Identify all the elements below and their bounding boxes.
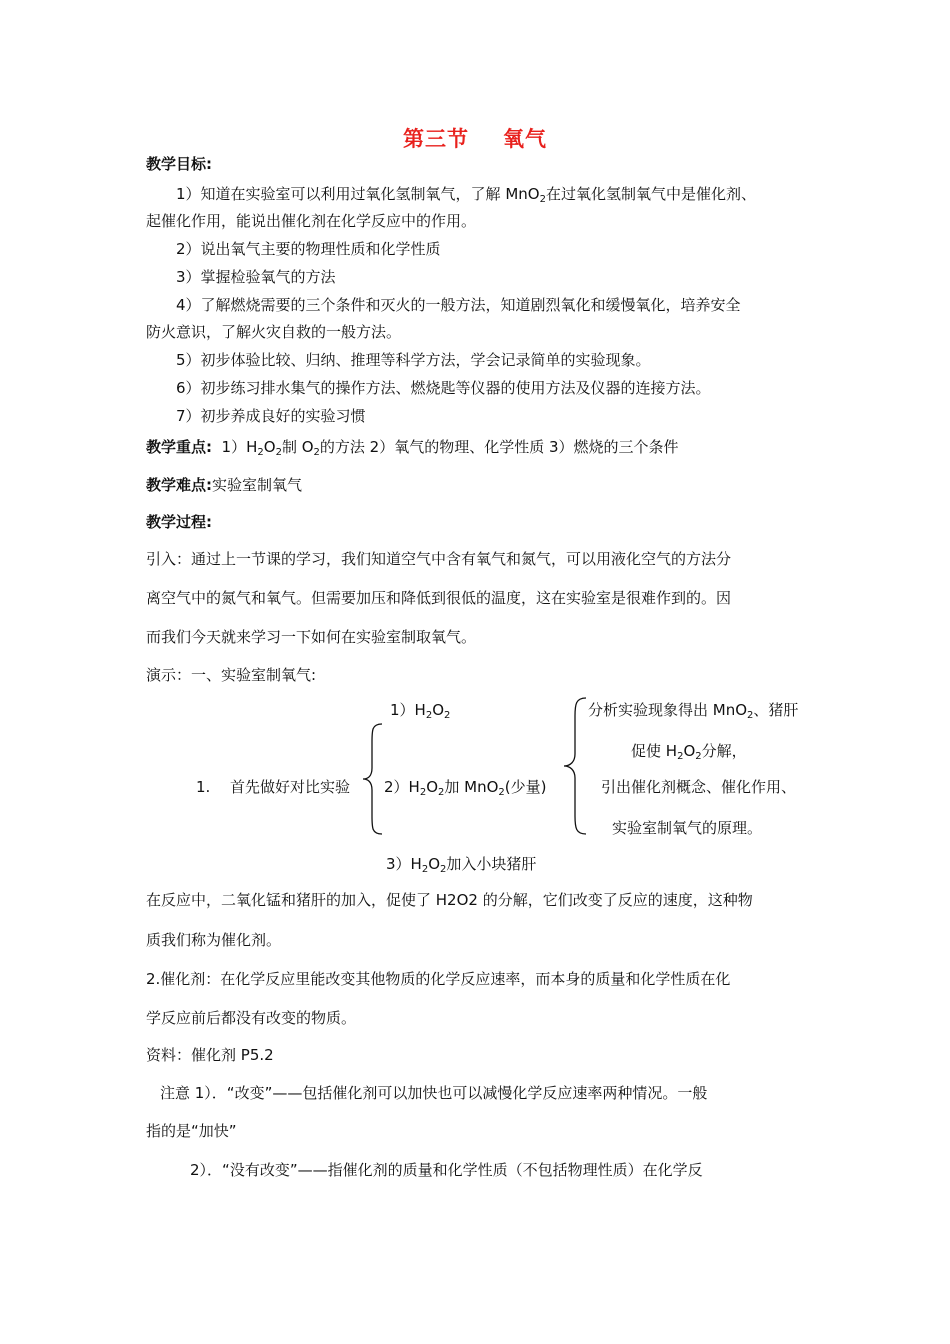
right-brace bbox=[562, 696, 588, 836]
objective-item-4-line2: 防火意识，了解火灾自救的一般方法。 bbox=[146, 323, 402, 341]
result-line-3: 引出催化剂概念、催化作用、 bbox=[601, 778, 797, 796]
objective-item-4-line1: 4）了解燃烧需要的三个条件和灭火的一般方法，知道剧烈氧化和缓慢氧化，培养安全 bbox=[176, 296, 741, 314]
reaction-line-1: 在反应中，二氧化锰和猪肝的加入，促使了 H2O2 的分解，它们改变了反应的速度，这种物 bbox=[146, 891, 753, 909]
catalyst-def-line-2: 学反应前后都没有改变的物质。 bbox=[146, 1009, 357, 1027]
title-topic: 氧气 bbox=[503, 127, 547, 151]
objective-item-7: 7）初步养成良好的实验习惯 bbox=[176, 407, 366, 425]
reference: 资料：催化剂 P5.2 bbox=[146, 1046, 274, 1064]
left-brace bbox=[362, 722, 384, 836]
key-points: 教学重点: $1)H_2O_2$制 $O_2$的方法 2）氧气的物理、化学性质 3）燃烧的三个条件 bbox=[146, 438, 679, 458]
result-line-2: 促使 $H_2O_2$分解， bbox=[631, 742, 747, 762]
intro-line-2: 离空气中的氮气和氧气。但需要加压和降低到很低的温度，这在实验室是很难作到的。因 bbox=[146, 589, 732, 607]
objective-item-1-line1: 1）知道在实验室可以利用过氧化氢制氧气，了解 MnO$_2$在过氧化氢制氧气中是催化剂、 bbox=[176, 185, 756, 205]
diagram-number: 1. bbox=[196, 778, 211, 796]
objective-item-3: 3）掌握检验氧气的方法 bbox=[176, 268, 336, 286]
title-section: 第三节 bbox=[403, 127, 469, 151]
result-line-4: 实验室制氧气的原理。 bbox=[612, 819, 763, 837]
difficulty: 教学难点:实验室制氧气 bbox=[146, 476, 303, 494]
experiment-option-1: $1)H_2O_2$ bbox=[390, 701, 451, 721]
reaction-line-2: 质我们称为催化剂。 bbox=[146, 931, 282, 949]
objective-item-5: 5）初步体验比较、归纳、推理等科学方法，学会记录简单的实验现象。 bbox=[176, 351, 651, 369]
note-2-line-1: 2）．“没有改变”——指催化剂的质量和化学性质（不包括物理性质）在化学反 bbox=[190, 1161, 703, 1179]
experiment-option-3: $3)H_2O_2$加入小块猪肝 bbox=[386, 855, 537, 875]
result-line-1: 分析实验现象得出 MnO$_2$、猪肝 bbox=[588, 701, 799, 721]
objectives-heading: 教学目标: bbox=[146, 155, 212, 173]
note-1-line-1: 注意 1）．“改变”——包括催化剂可以加快也可以减慢化学反应速率两种情况。一般 bbox=[160, 1084, 708, 1102]
objective-item-1-line2: 起催化作用，能说出催化剂在化学反应中的作用。 bbox=[146, 212, 477, 230]
intro-line-3: 而我们今天就来学习一下如何在实验室制取氧气。 bbox=[146, 628, 477, 646]
process-heading: 教学过程: bbox=[146, 513, 212, 531]
note-1-line-2: 指的是“加快” bbox=[146, 1122, 237, 1140]
intro-line-1: 引入：通过上一节课的学习，我们知道空气中含有氧气和氮气，可以用液化空气的方法分 bbox=[146, 550, 732, 568]
catalyst-def-line-1: 2.催化剂：在化学反应里能改变其他物质的化学反应速率，而本身的质量和化学性质在化 bbox=[146, 970, 731, 988]
diagram-left-label: 首先做好对比实验 bbox=[230, 778, 351, 796]
objective-item-6: 6）初步练习排水集气的操作方法、燃烧匙等仪器的使用方法及仪器的连接方法。 bbox=[176, 379, 711, 397]
demo-line: 演示：一、实验室制氧气: bbox=[146, 666, 317, 684]
page-title bbox=[0, 126, 950, 152]
objective-item-2: 2）说出氧气主要的物理性质和化学性质 bbox=[176, 240, 441, 258]
experiment-option-2: $2)H_2O_2$加 MnO$_2$(少量) bbox=[384, 778, 547, 798]
